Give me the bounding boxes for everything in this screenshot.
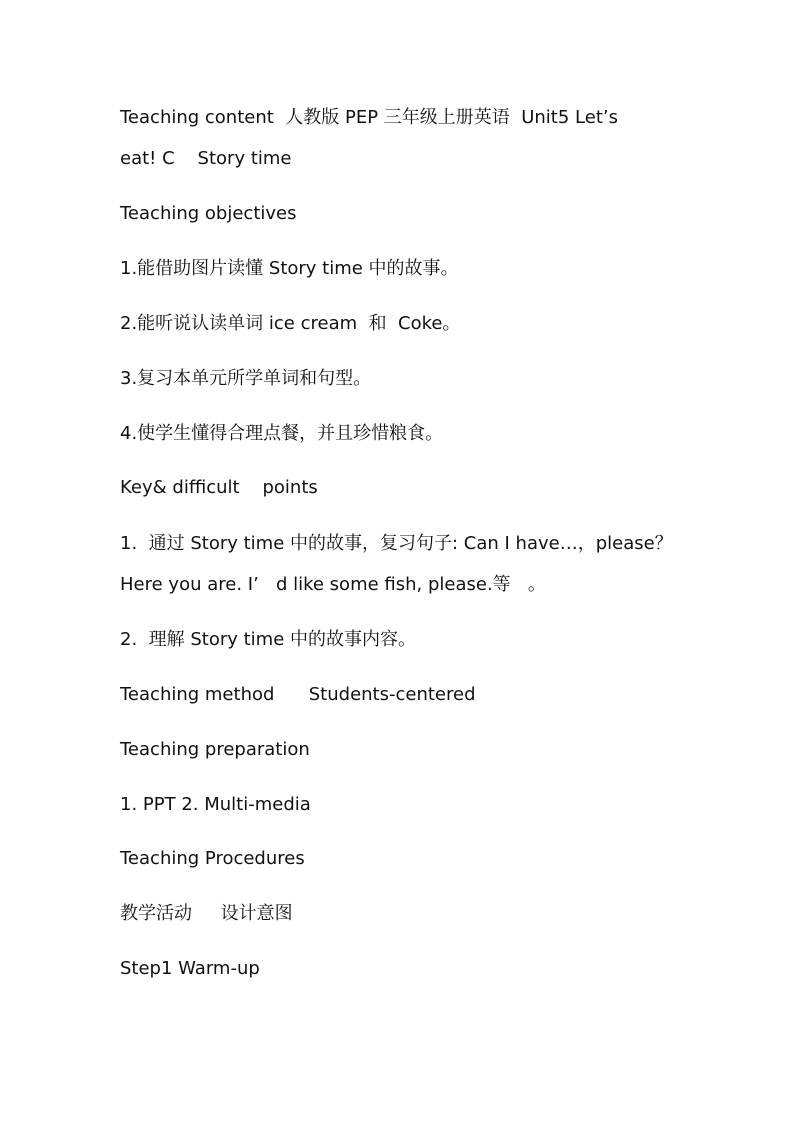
teaching-content-line: Teaching content 人教版 PEP 三年级上册英语 Unit5 Let’s [120,107,618,128]
teaching-objectives-heading: Teaching objectives [120,203,297,224]
key-point-2: 2. 理解 Story time 中的故事内容。 [120,629,416,650]
preparation-items: 1. PPT 2. Multi-media [120,794,311,815]
objective-2: 2.能听说认读单词 ice cream 和 Coke。 [120,313,461,334]
key-point-1: 1. 通过 Story time 中的故事，复习句子: Can I have…，please？ [120,533,673,554]
objective-1: 1.能借助图片读懂 Story time 中的故事。 [120,258,459,279]
step1-warm-up: Step1 Warm-up [120,958,260,979]
teaching-procedures-heading: Teaching Procedures [120,848,305,869]
teaching-method-line: Teaching method Students-centered [120,684,476,705]
teaching-content-continuation: eat! C Story time [120,148,292,169]
objective-3: 3.复习本单元所学单词和句型。 [120,368,372,389]
objective-4: 4.使学生懂得合理点餐，并且珍惜粮食。 [120,423,444,444]
activity-intent-header: 教学活动 设计意图 [120,903,293,924]
key-difficult-points-heading: Key& difficult points [120,477,318,498]
key-point-1-continuation: Here you are. I’ d like some fish, please.等 。 [120,574,546,595]
teaching-preparation-heading: Teaching preparation [120,739,310,760]
